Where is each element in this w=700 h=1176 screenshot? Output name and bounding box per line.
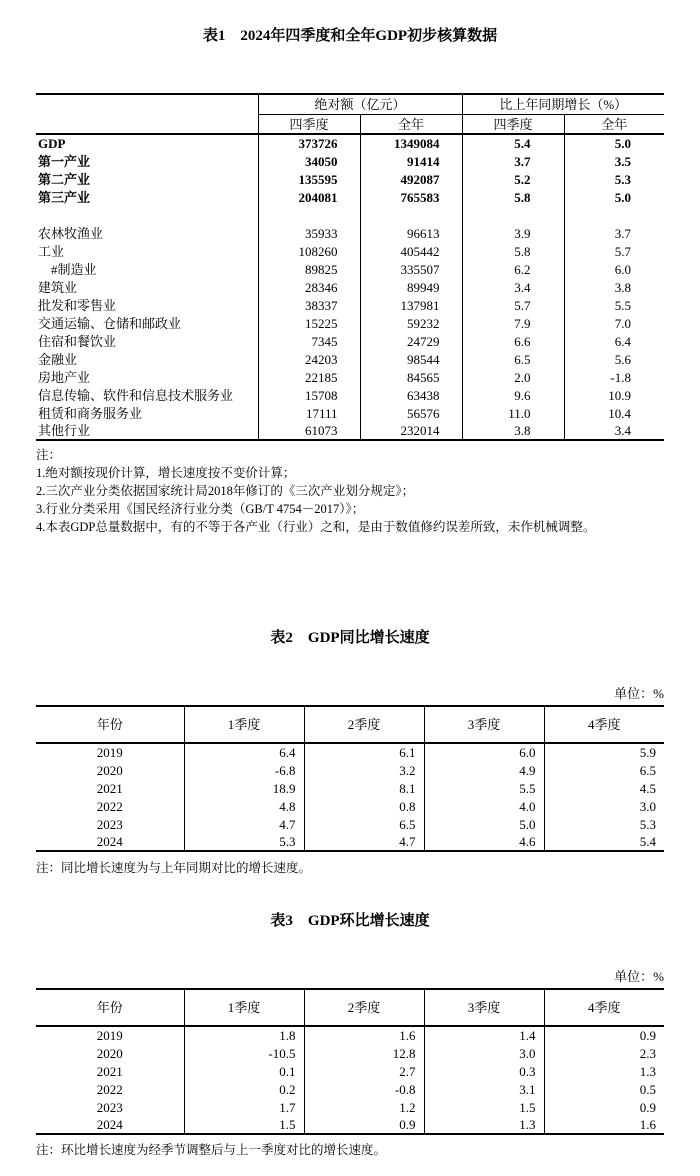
value-cell: 0.9: [304, 1116, 424, 1134]
row-label-cell: GDP: [38, 136, 66, 151]
table1-subheader-q4: 四季度: [258, 115, 360, 135]
table-row: [36, 152, 664, 170]
value-cell: 5.3: [564, 170, 664, 188]
table-row: [36, 743, 664, 761]
value-cell: 15708: [258, 386, 360, 404]
value-cell: 89949: [360, 278, 462, 296]
table-row: [36, 1098, 664, 1116]
value-cell: 5.5: [564, 296, 664, 314]
row-label-cell: 农林牧渔业: [38, 225, 104, 241]
value-cell: 91414: [360, 152, 462, 170]
table3: [36, 988, 664, 1135]
row-label-cell: 第二产业: [38, 171, 91, 187]
value-cell: 0.9: [544, 1098, 664, 1116]
value-cell: 6.4: [564, 332, 664, 350]
value-cell: 373726: [258, 134, 360, 152]
row-label-cell: 2020: [96, 1045, 123, 1061]
value-cell: 5.0: [564, 188, 664, 206]
table1-subheader-year-growth: 全年: [564, 115, 664, 135]
value-cell: 6.0: [564, 260, 664, 278]
value-cell: 4.6: [424, 833, 544, 851]
value-cell: 3.9: [462, 224, 564, 242]
table2-title: 表2 GDP同比增长速度: [270, 630, 430, 646]
table-row: [36, 422, 664, 440]
value-cell: -10.5: [184, 1044, 304, 1062]
value-cell: 2.0: [462, 368, 564, 386]
value-cell: 7.0: [564, 314, 664, 332]
value-cell: 12.8: [304, 1044, 424, 1062]
table2-header-year: 年份: [36, 706, 184, 743]
table3-title: 表3 GDP环比增长速度: [270, 913, 430, 929]
value-cell: 5.8: [462, 188, 564, 206]
value-cell: 6.0: [424, 743, 544, 761]
table2-note: 注：同比增长速度为与上年同期对比的增长速度。: [36, 861, 312, 875]
value-cell: 3.4: [462, 278, 564, 296]
table-row: [36, 779, 664, 797]
value-cell: 3.8: [564, 278, 664, 296]
table3-header: [36, 989, 664, 1026]
value-cell: -6.8: [184, 761, 304, 779]
value-cell: 0.3: [424, 1062, 544, 1080]
value-cell: 1.6: [304, 1026, 424, 1044]
table-row: [36, 350, 664, 368]
table-row: [36, 368, 664, 386]
value-cell: 232014: [360, 422, 462, 440]
value-cell: 5.8: [462, 242, 564, 260]
row-label-cell: 房地产业: [38, 369, 91, 385]
table-row: [36, 1062, 664, 1080]
value-cell: 24729: [360, 332, 462, 350]
table2-header-q2: 2季度: [304, 706, 424, 743]
row-label-cell: 住宿和餐饮业: [38, 333, 117, 349]
table2-unit-label: 单位：%: [614, 686, 664, 701]
value-cell: 135595: [258, 170, 360, 188]
value-cell: 5.0: [564, 134, 664, 152]
value-cell: 3.1: [424, 1080, 544, 1098]
table-row: [36, 761, 664, 779]
value-cell: 492087: [360, 170, 462, 188]
table-row: [36, 296, 664, 314]
row-label-cell: 2019: [96, 1028, 123, 1043]
value-cell: 3.4: [564, 422, 664, 440]
value-cell: 15225: [258, 314, 360, 332]
value-cell: 18.9: [184, 779, 304, 797]
table2-body: [36, 743, 664, 851]
value-cell: 96613: [360, 224, 462, 242]
value-cell: 4.7: [184, 815, 304, 833]
table-row: [36, 134, 664, 152]
table3-body: [36, 1026, 664, 1134]
value-cell: [462, 206, 564, 224]
row-label-cell: 工业: [38, 243, 65, 259]
value-cell: 56576: [360, 404, 462, 422]
table1-corner-cell: [36, 94, 258, 134]
row-label-cell: 第三产业: [38, 189, 91, 205]
value-cell: -1.8: [564, 368, 664, 386]
value-cell: 11.0: [462, 404, 564, 422]
value-cell: 0.8: [304, 797, 424, 815]
note-line: 2.三次产业分类依据国家统计局2018年修订的《三次产业划分规定》；: [36, 484, 415, 498]
value-cell: 3.7: [462, 152, 564, 170]
value-cell: 0.5: [544, 1080, 664, 1098]
value-cell: 8.1: [304, 779, 424, 797]
row-label-cell: 2019: [96, 745, 123, 760]
row-label-cell: #制造业: [51, 261, 97, 277]
value-cell: 1.7: [184, 1098, 304, 1116]
value-cell: 1.5: [424, 1098, 544, 1116]
row-label-cell: 2020: [96, 762, 123, 778]
row-label-cell: 2024: [96, 1117, 123, 1132]
table3-header-q4: 4季度: [544, 989, 664, 1026]
table2-header-q3: 3季度: [424, 706, 544, 743]
value-cell: 0.2: [184, 1080, 304, 1098]
table-row: [36, 1044, 664, 1062]
row-label-cell: 建筑业: [38, 279, 78, 295]
value-cell: 1349084: [360, 134, 462, 152]
table1-title: 表1 2024年四季度和全年GDP初步核算数据: [202, 28, 498, 44]
value-cell: [564, 206, 664, 224]
table1-notes: [36, 446, 676, 536]
value-cell: 6.4: [184, 743, 304, 761]
value-cell: 6.5: [462, 350, 564, 368]
value-cell: 7345: [258, 332, 360, 350]
value-cell: 5.3: [184, 833, 304, 851]
value-cell: 137981: [360, 296, 462, 314]
table1-header: [36, 94, 664, 134]
row-label-cell: 2022: [96, 1081, 123, 1097]
value-cell: 1.6: [544, 1116, 664, 1134]
value-cell: 38337: [258, 296, 360, 314]
value-cell: 4.0: [424, 797, 544, 815]
value-cell: 3.0: [544, 797, 664, 815]
value-cell: 6.1: [304, 743, 424, 761]
value-cell: 4.5: [544, 779, 664, 797]
table1-body: [36, 134, 664, 440]
table1-subheader-year: 全年: [360, 115, 462, 135]
table-row: [36, 242, 664, 260]
value-cell: 3.5: [564, 152, 664, 170]
table-row: [36, 833, 664, 851]
value-cell: 5.2: [462, 170, 564, 188]
table1-group-header-growth: 比上年同期增长（%）: [462, 94, 664, 115]
value-cell: 10.4: [564, 404, 664, 422]
table-row: [36, 260, 664, 278]
value-cell: 5.4: [544, 833, 664, 851]
table-row: [36, 1116, 664, 1134]
value-cell: 4.8: [184, 797, 304, 815]
table3-header-q3: 3季度: [424, 989, 544, 1026]
table3-header-year: 年份: [36, 989, 184, 1026]
value-cell: 6.2: [462, 260, 564, 278]
value-cell: 5.5: [424, 779, 544, 797]
note-line: 1.绝对额按现价计算，增长速度按不变价计算；: [36, 466, 296, 480]
table3-unit-label: 单位：%: [614, 969, 664, 984]
row-label-cell: 信息传输、软件和信息技术服务业: [38, 387, 234, 403]
value-cell: 5.6: [564, 350, 664, 368]
value-cell: 35933: [258, 224, 360, 242]
value-cell: [258, 206, 360, 224]
table-row: [36, 314, 664, 332]
row-label-cell: 批发和零售业: [38, 297, 117, 313]
value-cell: 1.4: [424, 1026, 544, 1044]
table2-header-q4: 4季度: [544, 706, 664, 743]
value-cell: 1.3: [424, 1116, 544, 1134]
table3-note: 注：环比增长速度为经季节调整后与上一季度对比的增长速度。: [36, 1143, 387, 1157]
value-cell: 34050: [258, 152, 360, 170]
table-row: [36, 206, 664, 224]
value-cell: [360, 206, 462, 224]
table-row: [36, 188, 664, 206]
table3-header-q1: 1季度: [184, 989, 304, 1026]
row-label-cell: 2024: [96, 834, 123, 849]
value-cell: 1.8: [184, 1026, 304, 1044]
table2-header: [36, 706, 664, 743]
value-cell: 10.9: [564, 386, 664, 404]
row-label-cell: 2023: [96, 1099, 123, 1115]
value-cell: 3.7: [564, 224, 664, 242]
row-label-cell: 2022: [96, 798, 123, 814]
value-cell: 5.7: [462, 296, 564, 314]
row-label-cell: 交通运输、仓储和邮政业: [38, 315, 182, 331]
table-row: [36, 278, 664, 296]
value-cell: 7.9: [462, 314, 564, 332]
value-cell: 2.3: [544, 1044, 664, 1062]
value-cell: 3.2: [304, 761, 424, 779]
row-label-cell: 其他行业: [38, 423, 91, 438]
note-line: 注：: [36, 448, 62, 462]
value-cell: 0.9: [544, 1026, 664, 1044]
table3-header-q2: 2季度: [304, 989, 424, 1026]
value-cell: 1.2: [304, 1098, 424, 1116]
value-cell: 28346: [258, 278, 360, 296]
value-cell: 5.7: [564, 242, 664, 260]
table2-header-q1: 1季度: [184, 706, 304, 743]
value-cell: 405442: [360, 242, 462, 260]
table-row: [36, 1026, 664, 1044]
row-label-cell: 金融业: [38, 351, 78, 367]
value-cell: 4.7: [304, 833, 424, 851]
value-cell: 22185: [258, 368, 360, 386]
value-cell: 98544: [360, 350, 462, 368]
table-row: [36, 170, 664, 188]
value-cell: 2.7: [304, 1062, 424, 1080]
value-cell: 6.5: [544, 761, 664, 779]
row-label-cell: 2021: [96, 780, 123, 796]
value-cell: -0.8: [304, 1080, 424, 1098]
value-cell: 9.6: [462, 386, 564, 404]
table-row: [36, 404, 664, 422]
table1-subheader-q4-growth: 四季度: [462, 115, 564, 135]
value-cell: 59232: [360, 314, 462, 332]
table-row: [36, 224, 664, 242]
value-cell: 204081: [258, 188, 360, 206]
table-row: [36, 797, 664, 815]
value-cell: 5.9: [544, 743, 664, 761]
value-cell: 5.4: [462, 134, 564, 152]
row-label-cell: 租赁和商务服务业: [38, 405, 143, 421]
value-cell: 0.1: [184, 1062, 304, 1080]
value-cell: 63438: [360, 386, 462, 404]
row-label-cell: [36, 206, 258, 224]
table-row: [36, 386, 664, 404]
note-line: 4.本表GDP总量数据中，有的不等于各产业（行业）之和，是由于数值修约误差所致，未作机械调整。: [36, 520, 596, 534]
row-label-cell: 2023: [96, 816, 123, 832]
value-cell: 89825: [258, 260, 360, 278]
table-row: [36, 1080, 664, 1098]
row-label-cell: 2021: [96, 1063, 123, 1079]
table1: [36, 93, 664, 441]
value-cell: 1.3: [544, 1062, 664, 1080]
value-cell: 4.9: [424, 761, 544, 779]
row-label-cell: 第一产业: [38, 153, 91, 169]
value-cell: 61073: [258, 422, 360, 440]
value-cell: 6.6: [462, 332, 564, 350]
table-row: [36, 332, 664, 350]
table-row: [36, 815, 664, 833]
value-cell: 5.0: [424, 815, 544, 833]
value-cell: 3.0: [424, 1044, 544, 1062]
value-cell: 6.5: [304, 815, 424, 833]
value-cell: 5.3: [544, 815, 664, 833]
value-cell: 84565: [360, 368, 462, 386]
value-cell: 108260: [258, 242, 360, 260]
table1-group-header-absolute: 绝对额（亿元）: [258, 94, 462, 115]
value-cell: 765583: [360, 188, 462, 206]
value-cell: 24203: [258, 350, 360, 368]
value-cell: 335507: [360, 260, 462, 278]
table2: [36, 705, 664, 852]
note-line: 3.行业分类采用《国民经济行业分类（GB/T 4754－2017）》；: [36, 502, 365, 516]
value-cell: 17111: [258, 404, 360, 422]
value-cell: 3.8: [462, 422, 564, 440]
value-cell: 1.5: [184, 1116, 304, 1134]
